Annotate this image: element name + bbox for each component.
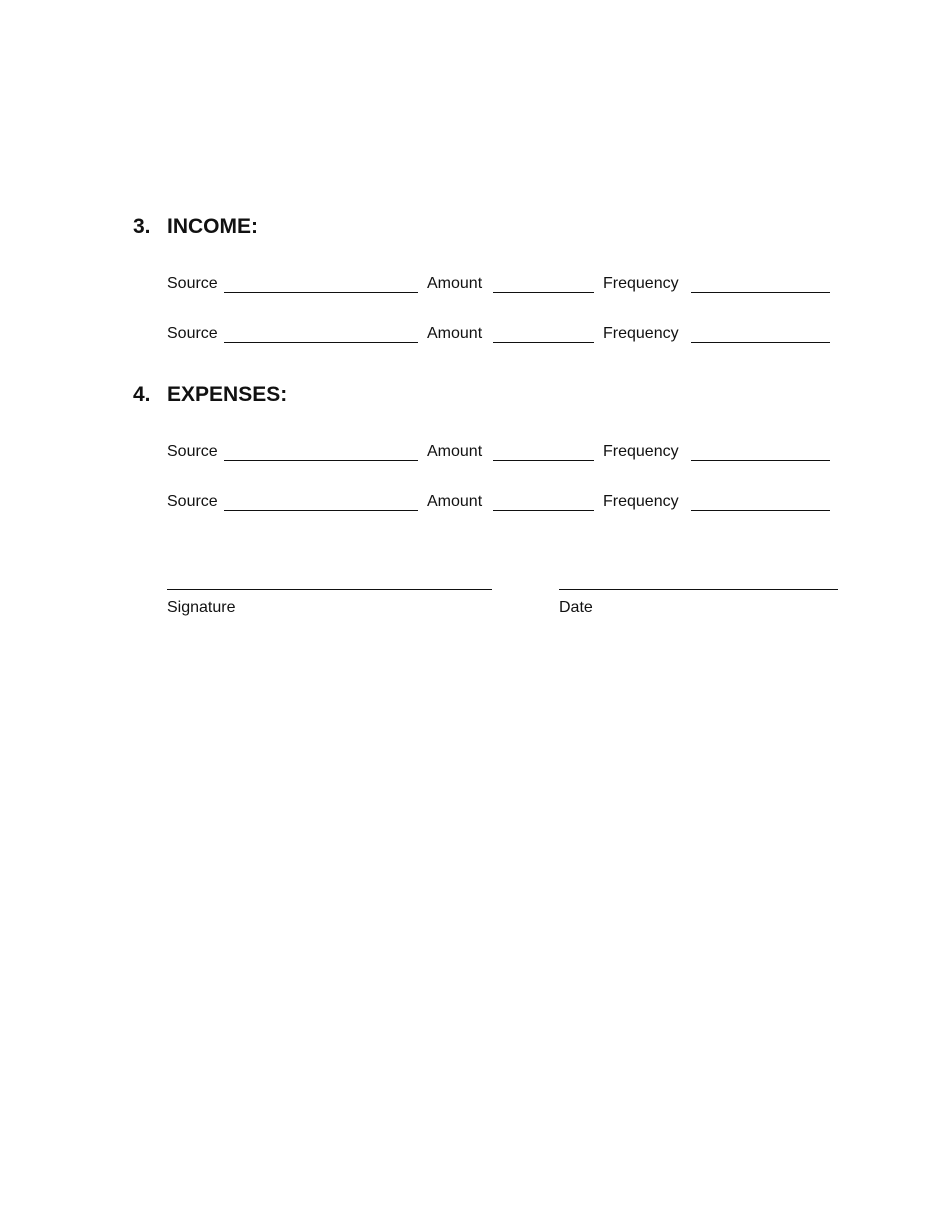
source-field[interactable]: [224, 342, 418, 343]
frequency-field[interactable]: [691, 460, 830, 461]
source-field[interactable]: [224, 292, 418, 293]
amount-field[interactable]: [493, 342, 594, 343]
amount-label: Amount: [427, 443, 483, 460]
date-field[interactable]: [559, 589, 838, 590]
section-number: 3.: [133, 215, 151, 238]
expenses-row: [167, 491, 837, 513]
frequency-label: Frequency: [603, 493, 679, 510]
frequency-label: Frequency: [603, 443, 679, 460]
expenses-heading: [133, 383, 287, 407]
income-row: [167, 323, 837, 345]
amount-field[interactable]: [493, 460, 594, 461]
income-heading: [133, 215, 258, 239]
date-label: Date: [559, 599, 593, 616]
amount-label: Amount: [427, 493, 483, 510]
amount-label: Amount: [427, 275, 483, 292]
source-label: Source: [167, 325, 218, 342]
section-title: INCOME:: [167, 215, 258, 238]
frequency-field[interactable]: [691, 342, 830, 343]
frequency-label: Frequency: [603, 275, 679, 292]
source-label: Source: [167, 493, 218, 510]
source-field[interactable]: [224, 460, 418, 461]
frequency-field[interactable]: [691, 510, 830, 511]
amount-label: Amount: [427, 325, 483, 342]
section-number: 4.: [133, 383, 151, 406]
signature-label: Signature: [167, 599, 236, 616]
signature-field[interactable]: [167, 589, 492, 590]
source-field[interactable]: [224, 510, 418, 511]
source-label: Source: [167, 443, 218, 460]
frequency-label: Frequency: [603, 325, 679, 342]
source-label: Source: [167, 275, 218, 292]
income-row: [167, 273, 837, 295]
frequency-field[interactable]: [691, 292, 830, 293]
section-title: EXPENSES:: [167, 383, 288, 406]
expenses-row: [167, 441, 837, 463]
amount-field[interactable]: [493, 292, 594, 293]
amount-field[interactable]: [493, 510, 594, 511]
